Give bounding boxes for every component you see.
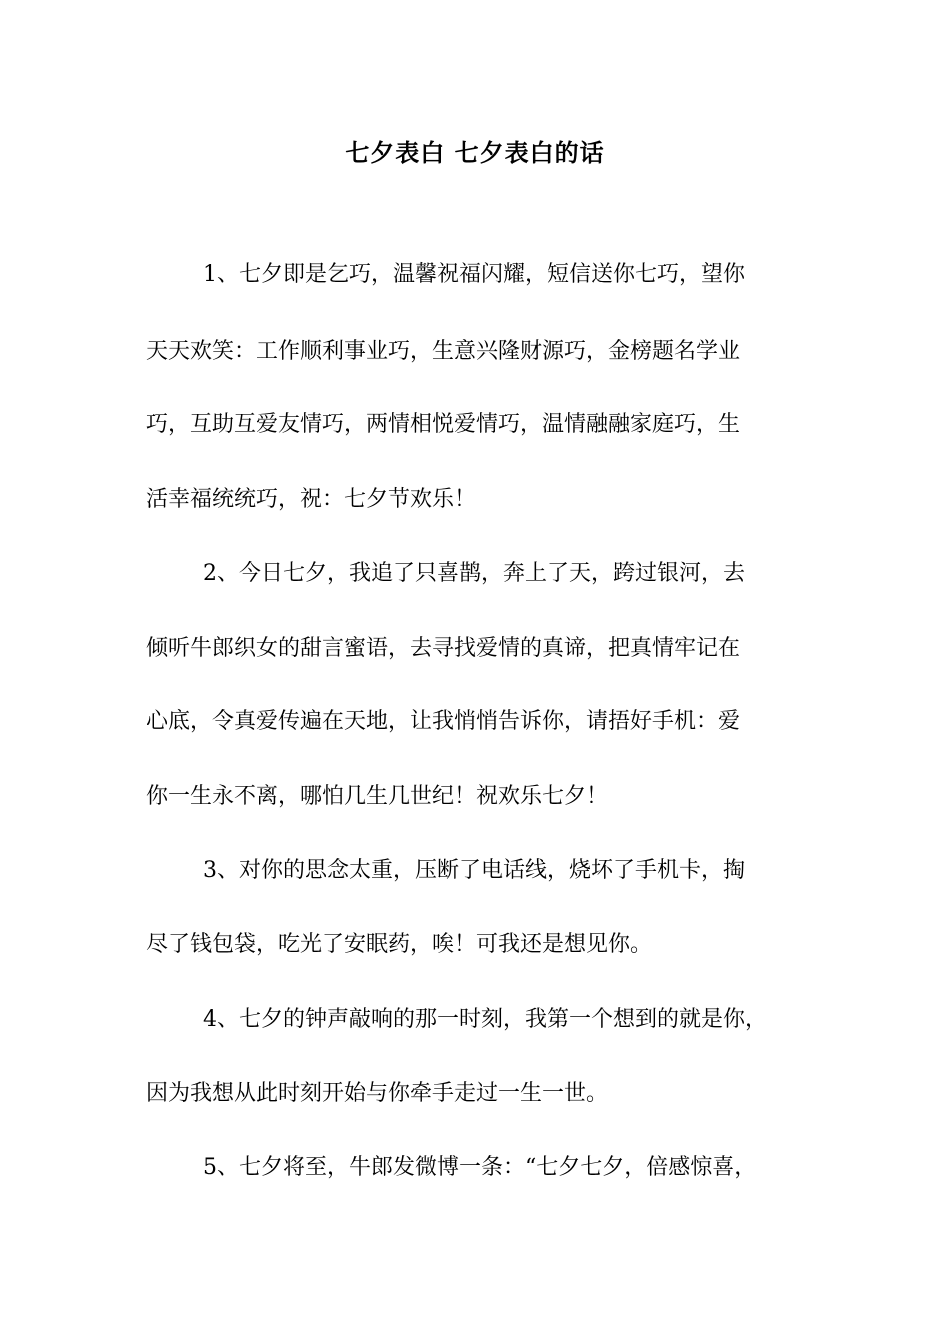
paragraph-1-line-4: 活幸福统统巧，祝：七夕节欢乐！: [146, 487, 477, 512]
paragraph-2-line-4: 你一生永不离，哪怕几生几世纪！祝欢乐七夕！: [146, 784, 609, 809]
paragraph-3-line-2: 尽了钱包袋，吃光了安眠药，唉！可我还是想见你。: [146, 932, 653, 957]
paragraph-1-line-1: 1、七夕即是乞巧，温馨祝福闪耀，短信送你七巧，望你: [203, 262, 745, 287]
document-title: 七夕表白 七夕表白的话: [345, 139, 605, 167]
paragraph-3-line-1: 3、对你的思念太重，压断了电话线，烧坏了手机卡，掏: [203, 858, 745, 883]
paragraph-5-line-1: 5、七夕将至，牛郎发微博一条：“七夕七夕，倍感惊喜，: [203, 1155, 757, 1180]
paragraph-1-line-2: 天天欢笑：工作顺利事业巧，生意兴隆财源巧，金榜题名学业: [146, 339, 741, 364]
paragraph-4-line-1: 4、七夕的钟声敲响的那一时刻，我第一个想到的就是你，: [203, 1007, 767, 1032]
paragraph-1-line-3: 巧，互助互爱友情巧，两情相悦爱情巧，温情融融家庭巧，生: [146, 412, 741, 437]
paragraph-2-line-2: 倾听牛郎织女的甜言蜜语，去寻找爱情的真谛，把真情牢记在: [146, 636, 741, 661]
paragraph-2-line-3: 心底，令真爱传遍在天地，让我悄悄告诉你，请捂好手机：爱: [146, 709, 741, 734]
paragraph-4-line-2: 因为我想从此时刻开始与你牵手走过一生一世。: [146, 1081, 609, 1106]
paragraph-2-line-1: 2、今日七夕，我追了只喜鹊，奔上了天，跨过银河，去: [203, 561, 745, 586]
